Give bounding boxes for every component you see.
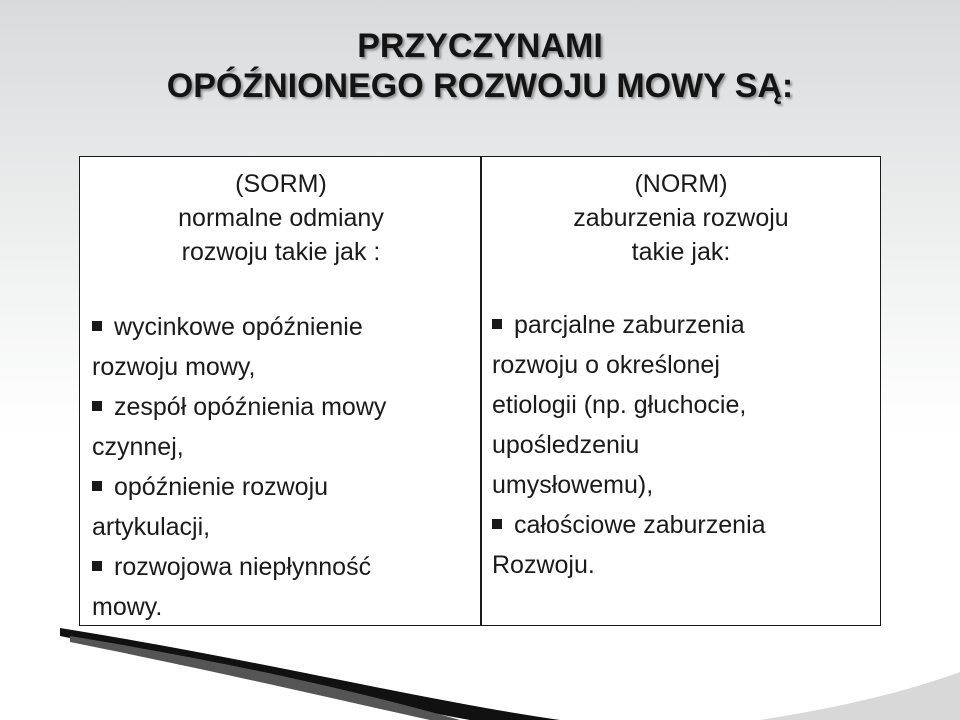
list-item-text: zespół opóźnienia mowy <box>114 393 387 421</box>
comparison-table <box>79 156 881 626</box>
list-item <box>492 425 870 465</box>
list-item-text: rozwoju mowy, <box>92 353 256 381</box>
square-bullet-icon <box>92 481 102 491</box>
list-item <box>492 505 870 545</box>
list-item <box>92 307 470 347</box>
list-item <box>92 387 470 427</box>
list-item <box>92 467 470 507</box>
left-list <box>92 307 470 627</box>
left-heading-line: (SORM) <box>235 170 327 198</box>
list-item-text: Rozwoju. <box>492 551 595 579</box>
left-heading-line: normalne odmiany <box>178 204 384 232</box>
title-line-2: OPÓŹNIONEGO ROZWOJU MOWY SĄ: <box>166 67 794 105</box>
right-list <box>492 305 870 585</box>
list-item <box>492 345 870 385</box>
right-heading-line: takie jak: <box>631 238 731 266</box>
list-item-text: rozwojowa niepłynność <box>114 553 372 581</box>
list-item-text: umysłowemu), <box>492 471 654 499</box>
square-bullet-icon <box>92 401 102 411</box>
list-item-text: rozwoju o określonej <box>492 351 720 379</box>
list-item-text: upośledzeniu <box>492 431 640 459</box>
list-item <box>492 305 870 345</box>
right-heading-line: (NORM) <box>634 170 728 198</box>
list-item <box>492 545 870 585</box>
list-item-text: czynnej, <box>92 433 184 461</box>
list-item-text: mowy. <box>92 593 163 621</box>
list-item <box>92 507 470 547</box>
list-item-text: opóźnienie rozwoju <box>114 473 329 501</box>
swoosh-dark-band <box>60 628 560 720</box>
square-bullet-icon <box>92 321 102 331</box>
swoosh-light-corner <box>760 672 960 720</box>
swoosh-grey-band <box>70 636 460 720</box>
list-item <box>92 547 470 587</box>
list-item <box>492 385 870 425</box>
right-heading-line: zaburzenia rozwoju <box>573 204 789 232</box>
list-item <box>92 587 470 627</box>
square-bullet-icon <box>92 561 102 571</box>
left-column <box>80 157 480 625</box>
list-item-text: całościowe zaburzenia <box>514 511 766 539</box>
list-item-text: wycinkowe opóźnienie <box>114 313 363 341</box>
right-heading <box>492 167 870 269</box>
list-item <box>92 347 470 387</box>
left-heading <box>92 167 470 269</box>
title-line-1: PRZYCZYNAMI <box>357 27 603 65</box>
square-bullet-icon <box>492 519 502 529</box>
list-item <box>92 427 470 467</box>
right-column <box>482 157 880 625</box>
list-item-text: etiologii (np. głuchocie, <box>492 391 747 419</box>
slide-title <box>0 26 960 106</box>
list-item-text: parcjalne zaburzenia <box>514 311 745 339</box>
list-item <box>492 465 870 505</box>
left-heading-line: rozwoju takie jak : <box>181 238 381 266</box>
list-item-text: artykulacji, <box>92 513 211 541</box>
square-bullet-icon <box>492 319 502 329</box>
